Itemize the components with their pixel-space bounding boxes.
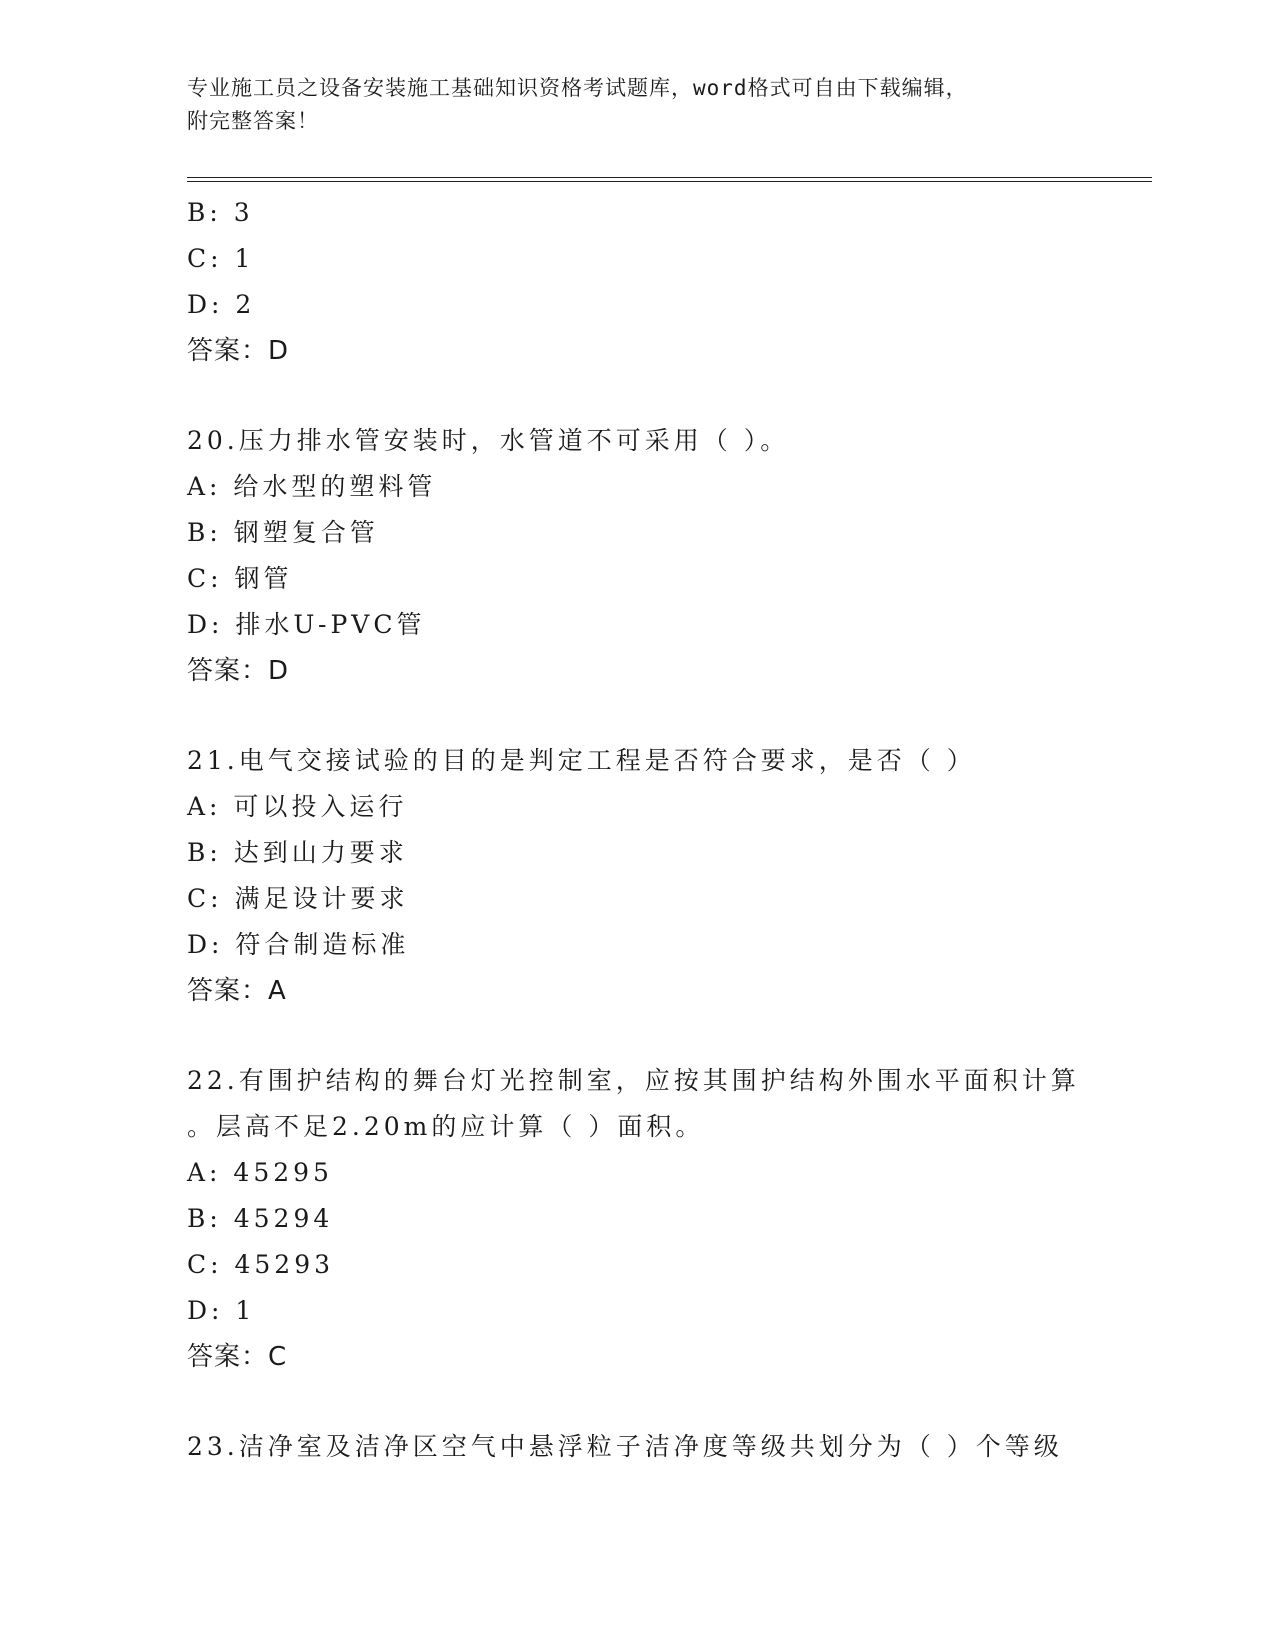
option-b: B: 达到山力要求 <box>187 838 408 867</box>
option-b: B: 钢塑复合管 <box>187 518 379 547</box>
header-divider-bottom <box>187 181 1152 182</box>
option-b: B: 45294 <box>187 1204 334 1233</box>
option-a: A: 45295 <box>187 1158 333 1187</box>
question-22 <box>187 1058 1152 1380</box>
answer: 答案：C <box>187 1342 288 1372</box>
answer: 答案：A <box>187 976 287 1006</box>
option-b: B: 3 <box>187 198 254 227</box>
question-21 <box>187 738 1152 1014</box>
option-d: D: 2 <box>187 290 256 319</box>
option-d: D: 排水U-PVC管 <box>187 610 426 639</box>
header-line-2: 附完整答案！ <box>187 109 319 133</box>
document-header <box>187 72 1087 138</box>
answer: 答案：D <box>187 336 290 366</box>
option-a: A: 给水型的塑料管 <box>187 472 437 501</box>
option-c: C: 钢管 <box>187 564 293 593</box>
question-stem-continued: 。层高不足2.20m的应计算（ ）面积。 <box>187 1112 705 1141</box>
option-c: C: 45293 <box>187 1250 335 1279</box>
question-19-continued <box>187 190 1152 374</box>
header-line-1: 专业施工员之设备安装施工基础知识资格考试题库，word格式可自由下载编辑， <box>187 76 968 100</box>
header-divider-top <box>187 177 1152 178</box>
question-list <box>187 190 1152 1470</box>
question-stem: 22.有围护结构的舞台灯光控制室，应按其围护结构外围水平面积计算 <box>187 1066 1080 1095</box>
option-a: A: 可以投入运行 <box>187 792 408 821</box>
option-c: C: 1 <box>187 244 255 273</box>
option-c: C: 满足设计要求 <box>187 884 409 913</box>
question-stem: 21.电气交接试验的目的是判定工程是否符合要求，是否（ ） <box>187 746 976 775</box>
option-d: D: 1 <box>187 1296 256 1325</box>
question-20 <box>187 418 1152 694</box>
question-23 <box>187 1424 1152 1470</box>
answer: 答案：D <box>187 656 290 686</box>
question-stem: 23.洁净室及洁净区空气中悬浮粒子洁净度等级共划分为（ ）个等级 <box>187 1432 1063 1461</box>
option-d: D: 符合制造标准 <box>187 930 410 959</box>
question-stem: 20.压力排水管安装时，水管道不可采用（ ）。 <box>187 426 790 455</box>
